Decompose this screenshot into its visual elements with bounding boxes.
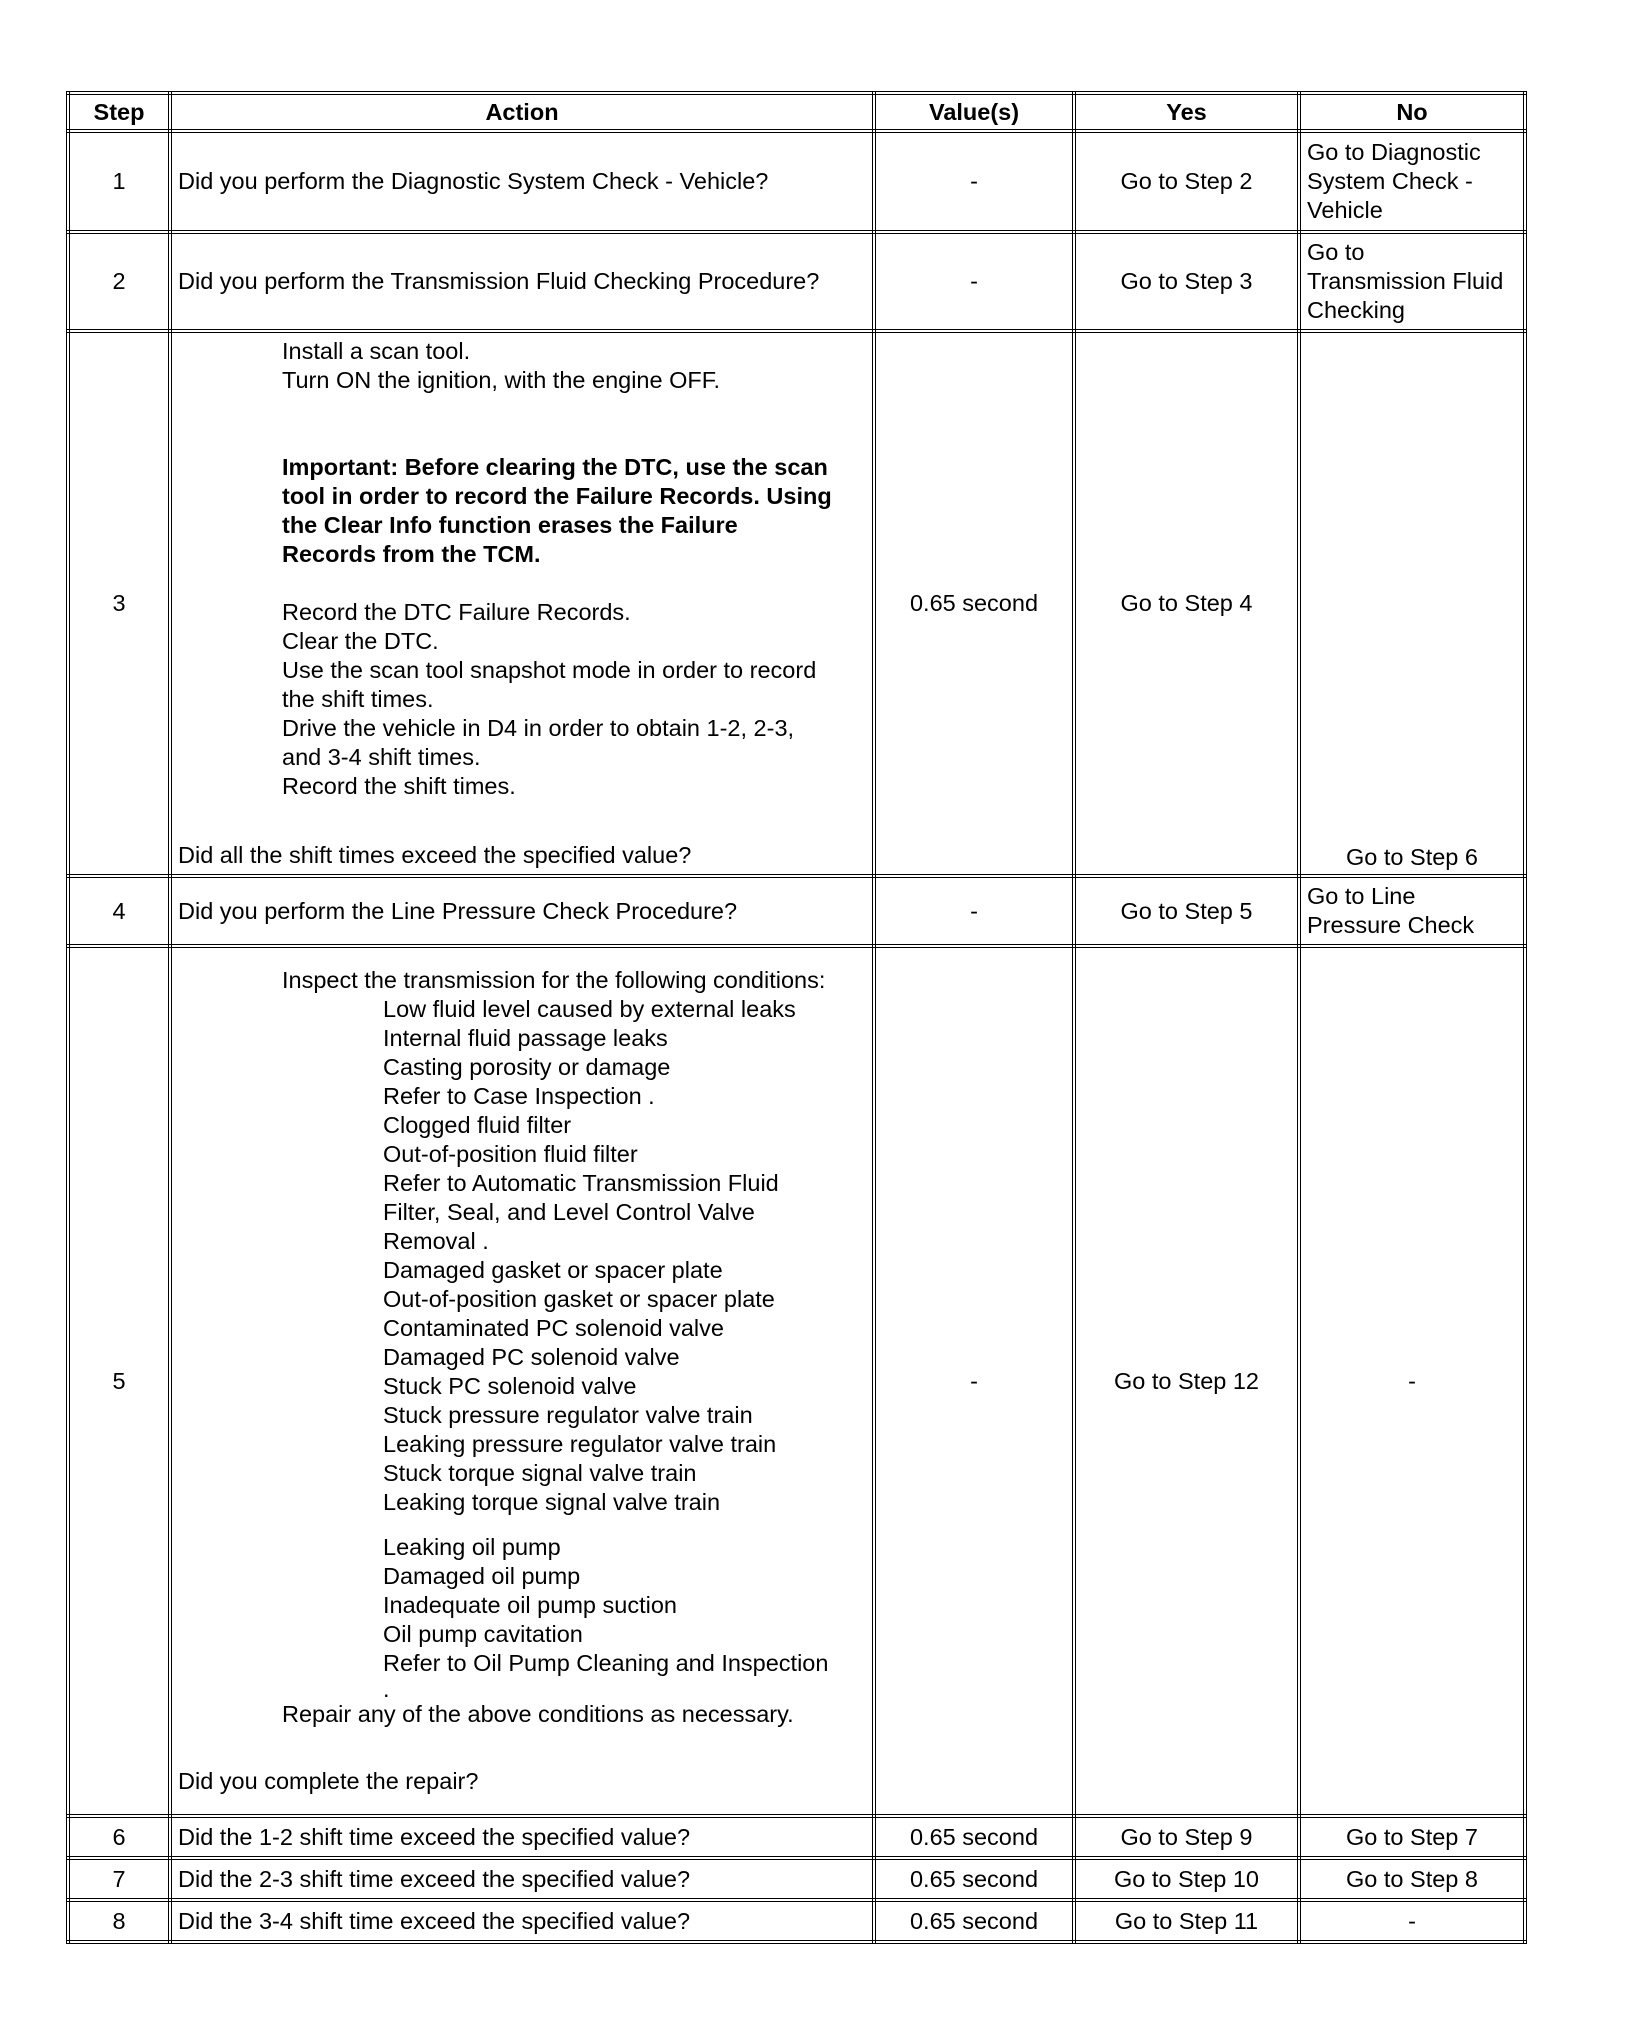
value-cell: 0.65 second xyxy=(874,1900,1074,1942)
step-number: 8 xyxy=(68,1900,170,1942)
value-cell: - xyxy=(874,232,1074,331)
value-cell: - xyxy=(874,946,1074,1816)
table-row xyxy=(68,1858,1525,1900)
action-line: Drive the vehicle in D4 in order to obtain 1-2, 2-3, xyxy=(282,715,795,741)
no-cell xyxy=(1299,131,1525,232)
condition-item: Refer to Automatic Transmission Fluid xyxy=(383,1170,779,1196)
value-cell: 0.65 second xyxy=(874,331,1074,876)
diagnostic-table xyxy=(66,91,1527,1944)
table-row xyxy=(68,331,1525,876)
action-text xyxy=(170,1900,874,1942)
no-cell: Go to Step 7 xyxy=(1299,1816,1525,1858)
no-line: Checking xyxy=(1307,297,1405,323)
action-question: Did all the shift times exceed the specified value? xyxy=(178,842,692,868)
value-cell: 0.65 second xyxy=(874,1858,1074,1900)
action-question: Did the 1-2 shift time exceed the specified value? xyxy=(178,1823,691,1850)
header-action: Action xyxy=(170,93,874,131)
no-line: Go to xyxy=(1307,239,1365,265)
condition-item: Low fluid level caused by external leaks xyxy=(383,996,796,1022)
step-number: 5 xyxy=(68,946,170,1816)
action-line: Install a scan tool. xyxy=(282,338,471,364)
header-step: Step xyxy=(68,93,170,131)
condition-item: Stuck torque signal valve train xyxy=(383,1460,697,1486)
action-line: Turn ON the ignition, with the engine OFF. xyxy=(282,367,721,393)
condition-item: Refer to Oil Pump Cleaning and Inspection xyxy=(383,1650,829,1676)
condition-item: Stuck PC solenoid valve xyxy=(383,1373,637,1399)
action-line: and 3-4 shift times. xyxy=(282,744,481,770)
table-row xyxy=(68,946,1525,1816)
condition-item: Out-of-position gasket or spacer plate xyxy=(383,1286,775,1312)
action-text xyxy=(170,1816,874,1858)
yes-cell: Go to Step 9 xyxy=(1074,1816,1299,1858)
condition-item: Internal fluid passage leaks xyxy=(383,1025,668,1051)
table-row xyxy=(68,876,1525,946)
condition-item: Damaged oil pump xyxy=(383,1563,581,1589)
condition-item: Removal . xyxy=(383,1228,489,1254)
table-row xyxy=(68,1816,1525,1858)
action-text xyxy=(170,876,874,946)
action-line: Inspect the transmission for the following conditions: xyxy=(282,967,826,993)
condition-item: Leaking pressure regulator valve train xyxy=(383,1431,777,1457)
value-cell: - xyxy=(874,131,1074,232)
action-question: Did you perform the Line Pressure Check Procedure? xyxy=(178,897,738,924)
no-line: Vehicle xyxy=(1307,197,1383,223)
table-row xyxy=(68,131,1525,232)
action-text xyxy=(170,331,874,876)
action-question: Did the 2-3 shift time exceed the specified value? xyxy=(178,1865,691,1892)
no-line: Pressure Check xyxy=(1307,912,1475,938)
action-question: Did the 3-4 shift time exceed the specified value? xyxy=(178,1907,691,1934)
condition-item: . xyxy=(383,1676,390,1702)
step-number: 6 xyxy=(68,1816,170,1858)
important-note: Important: Before clearing the DTC, use the scan xyxy=(282,454,828,480)
header-yes: Yes xyxy=(1074,93,1299,131)
step-number: 1 xyxy=(68,131,170,232)
action-line: Record the shift times. xyxy=(282,773,516,799)
no-cell xyxy=(1299,232,1525,331)
condition-item: Oil pump cavitation xyxy=(383,1621,583,1647)
step-number: 7 xyxy=(68,1858,170,1900)
value-cell: 0.65 second xyxy=(874,1816,1074,1858)
condition-item: Leaking torque signal valve train xyxy=(383,1489,721,1515)
condition-item: Contaminated PC solenoid valve xyxy=(383,1315,724,1341)
no-cell: Go to Step 6 xyxy=(1299,331,1525,876)
no-line: Go to Line xyxy=(1307,883,1416,909)
condition-item: Inadequate oil pump suction xyxy=(383,1592,677,1618)
condition-item: Leaking oil pump xyxy=(383,1534,561,1560)
action-question: Did you perform the Transmission Fluid Checking Procedure? xyxy=(178,268,820,294)
no-line: Transmission Fluid xyxy=(1307,268,1504,294)
step-number: 2 xyxy=(68,232,170,331)
action-line: Record the DTC Failure Records. xyxy=(282,599,631,625)
yes-cell: Go to Step 5 xyxy=(1074,876,1299,946)
action-question: Did you perform the Diagnostic System Check - Vehicle? xyxy=(178,168,769,194)
yes-cell: Go to Step 3 xyxy=(1074,232,1299,331)
condition-item: Filter, Seal, and Level Control Valve xyxy=(383,1199,755,1225)
condition-item: Refer to Case Inspection . xyxy=(383,1083,655,1109)
condition-item: Casting porosity or damage xyxy=(383,1054,671,1080)
header-values: Value(s) xyxy=(874,93,1074,131)
yes-cell: Go to Step 11 xyxy=(1074,1900,1299,1942)
table-row xyxy=(68,232,1525,331)
action-question: Did you complete the repair? xyxy=(178,1768,479,1794)
yes-cell: Go to Step 4 xyxy=(1074,331,1299,876)
condition-item: Clogged fluid filter xyxy=(383,1112,572,1138)
important-note: tool in order to record the Failure Records. Using xyxy=(282,483,832,509)
action-text xyxy=(170,1858,874,1900)
action-line: the shift times. xyxy=(282,686,434,712)
no-cell: - xyxy=(1299,1900,1525,1942)
condition-item: Stuck pressure regulator valve train xyxy=(383,1402,753,1428)
action-line: Repair any of the above conditions as necessary. xyxy=(282,1701,794,1727)
no-cell: Go to Step 8 xyxy=(1299,1858,1525,1900)
step-number: 3 xyxy=(68,331,170,876)
no-line: Go to Diagnostic xyxy=(1307,139,1481,165)
step-number: 4 xyxy=(68,876,170,946)
header-no: No xyxy=(1299,93,1525,131)
condition-item: Out-of-position fluid filter xyxy=(383,1141,638,1167)
value-cell: - xyxy=(874,876,1074,946)
no-line: System Check - xyxy=(1307,168,1473,194)
no-cell: - xyxy=(1299,946,1525,1816)
no-cell xyxy=(1299,876,1525,946)
yes-cell: Go to Step 2 xyxy=(1074,131,1299,232)
table-row xyxy=(68,1900,1525,1942)
action-line: Clear the DTC. xyxy=(282,628,439,654)
important-note: Records from the TCM. xyxy=(282,541,541,567)
action-text xyxy=(170,946,874,1816)
important-note: the Clear Info function erases the Failure xyxy=(282,512,738,538)
action-text xyxy=(170,232,874,331)
header-row xyxy=(68,93,1525,131)
condition-item: Damaged PC solenoid valve xyxy=(383,1344,680,1370)
yes-cell: Go to Step 10 xyxy=(1074,1858,1299,1900)
action-text xyxy=(170,131,874,232)
yes-cell: Go to Step 12 xyxy=(1074,946,1299,1816)
condition-item: Damaged gasket or spacer plate xyxy=(383,1257,723,1283)
action-line: Use the scan tool snapshot mode in order to record xyxy=(282,657,817,683)
